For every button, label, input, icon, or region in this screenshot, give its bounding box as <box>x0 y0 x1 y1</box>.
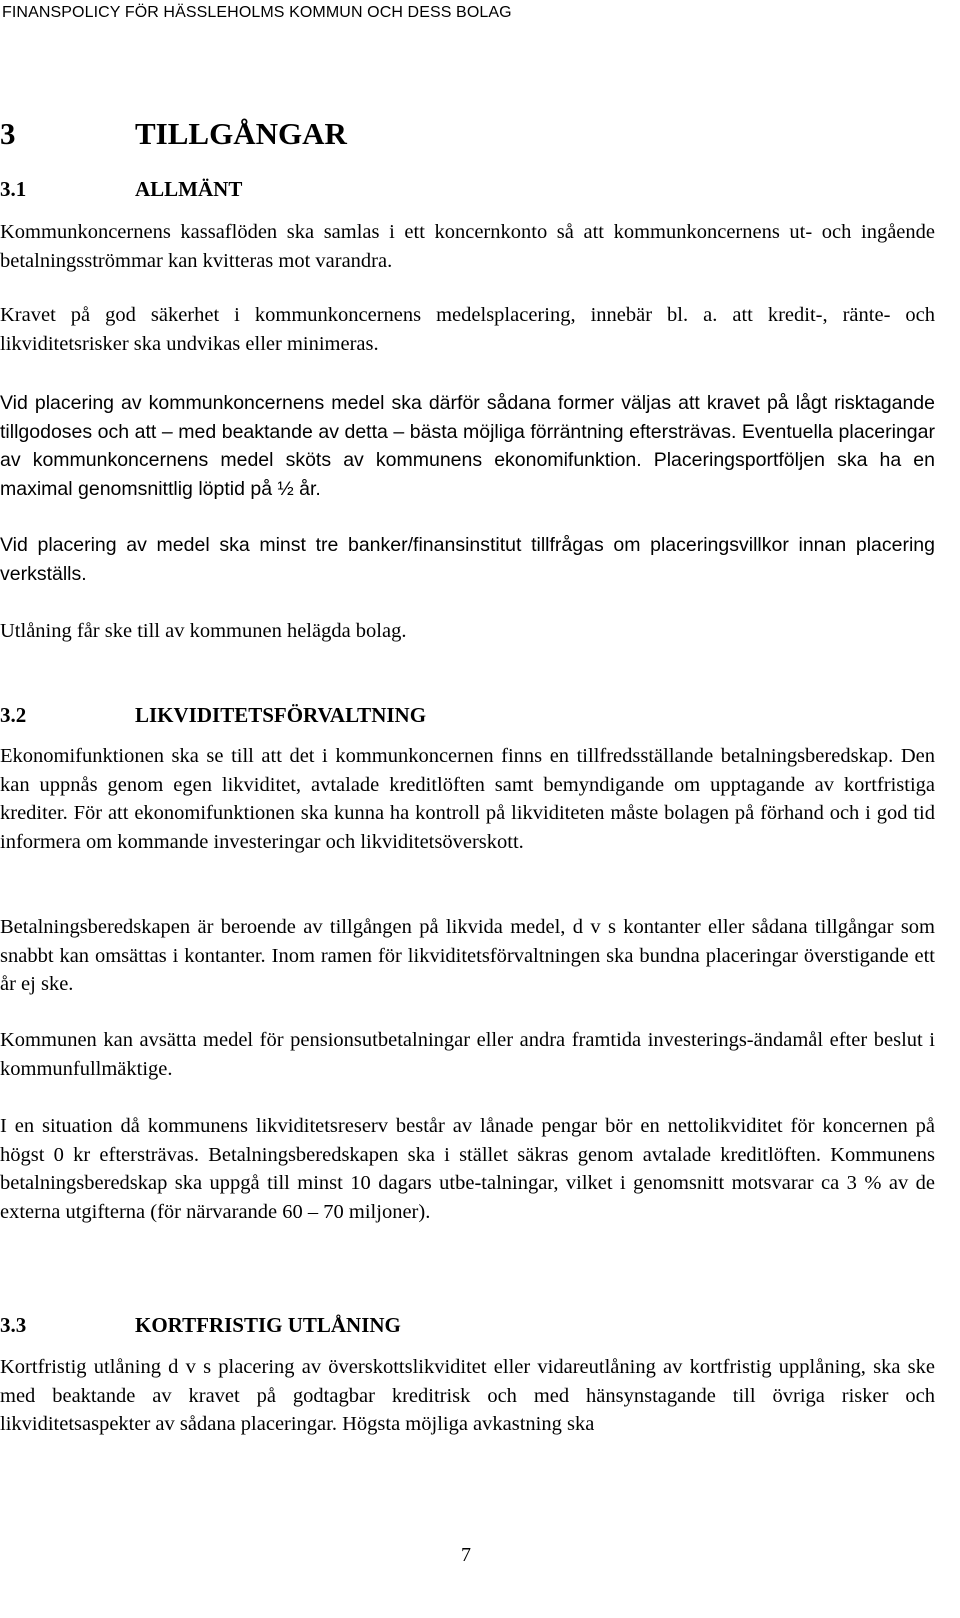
section-title: ALLMÄNT <box>135 177 243 201</box>
chapter-number: 3 <box>0 116 16 151</box>
paragraph: Kommunen kan avsätta medel för pensionsutbetalningar eller andra framtida investerings-ändamål efter beslut i kommunfullmäktige. <box>0 1029 935 1080</box>
paragraph: Vid placering av medel ska minst tre banker/finansinstitut tillfrågas om placeringsvillkor innan placering verkställs. <box>0 534 935 585</box>
paragraph: Kommunkoncernens kassaflöden ska samlas i ett koncernkonto så att kommunkoncernens ut- och ingående betalningsströmmar kan kvitteras mot varandra. <box>0 221 935 272</box>
paragraph: Kravet på god säkerhet i kommunkoncernens medelsplacering, innebär bl. a. att kredit-, ränte- och likviditetsrisker ska undvikas eller minimeras. <box>0 304 935 355</box>
page-number: 7 <box>461 1544 471 1566</box>
section-number: 3.2 <box>0 703 27 727</box>
chapter-title: TILLGÅNGAR <box>135 116 347 151</box>
paragraph: I en situation då kommunens likviditetsreserv består av lånade pengar bör en nettolikviditet för koncernen på högst 0 kr eftersträvas. Betalningsberedskapen ska i stället säkras genom avtalade kreditlöften. Kommunens betalningsberedskap ska uppgå till minst 10 dagars utbe-talningar, vilket i genomsnitt motsvarar ca 3 % av de externa utgifterna (för närvarande 60 – 70 miljoner). <box>0 1115 935 1223</box>
section-heading-3-2 <box>0 703 426 728</box>
paragraph: Ekonomifunktionen ska se till att det i kommunkoncernen finns en tillfredsställande betalningsberedskap. Den kan uppnås genom egen likviditet, avtalade kreditlöften samt bemyndigande om upptagande av kortfristiga krediter. För att ekonomifunktionen ska kunna ha kontroll på likviditeten måste bolagen på förhand och i god tid informera om kommande investeringar och likviditetsöverskott. <box>0 745 935 853</box>
section-number: 3.3 <box>0 1313 27 1337</box>
section-heading-3-1 <box>0 177 242 202</box>
section-heading-3-3 <box>0 1313 401 1338</box>
running-header: FINANSPOLICY FÖR HÄSSLEHOLMS KOMMUN OCH DESS BOLAG <box>2 4 512 21</box>
section-title: LIKVIDITETSFÖRVALTNING <box>135 703 427 727</box>
paragraph: Vid placering av kommunkoncernens medel ska därför sådana former väljas att kravet på lågt risktagande tillgodoses och att – med beaktande av detta – bästa möjliga förräntning eftersträvas. Eventuella placeringar av kommunkoncernens medel sköts av kommunens ekonomifunktion. Placeringsportföljen ska ha en maximal genomsnittlig löptid på ½ år. <box>0 392 935 500</box>
paragraph: Betalningsberedskapen är beroende av tillgången på likvida medel, d v s kontanter eller sådana tillgångar som snabbt kan omsättas i kontanter. Inom ramen för likviditetsförvaltningen ska bundna placeringar överstigande ett år ej ske. <box>0 916 935 995</box>
paragraph: Kortfristig utlåning d v s placering av överskottslikviditet eller vidareutlåning av kortfristig upplåning, ska ske med beaktande av kravet på godtagbar kreditrisk och med hänsynstagande till övriga risker och likviditetsaspekter av sådana placeringar. Högsta möjliga avkastning ska <box>0 1356 935 1435</box>
section-number: 3.1 <box>0 177 27 201</box>
chapter-heading <box>0 116 347 152</box>
paragraph: Utlåning får ske till av kommunen helägda bolag. <box>0 620 407 642</box>
section-title: KORTFRISTIG UTLÅNING <box>135 1313 401 1337</box>
